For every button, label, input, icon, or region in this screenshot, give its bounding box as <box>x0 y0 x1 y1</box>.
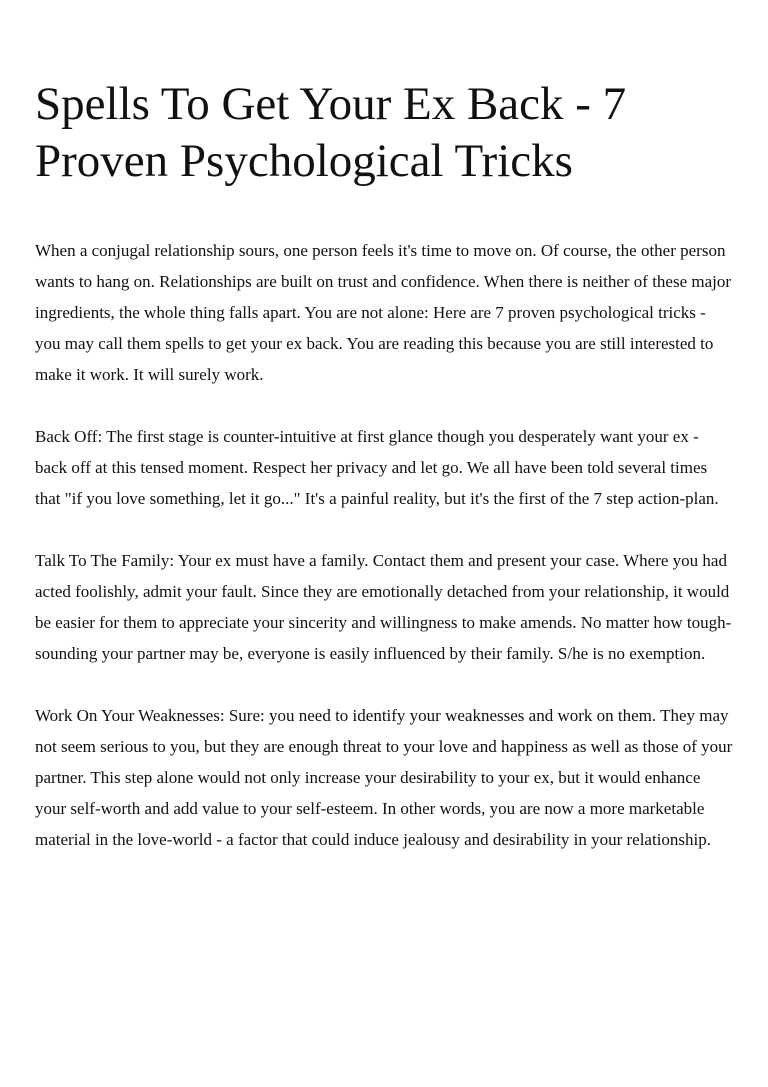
paragraph-intro: When a conjugal relationship sours, one person feels it's time to move on. Of course, the other person wants to hang on. Relationships are built on trust and confidence. When there is neither of these major ingredients, the whole thing falls apart. You are not alone: Here are 7 proven psychological tricks - you may call them spells to get your ex back. You are reading this because you are still interested to make it work. It will surely work. <box>35 241 732 384</box>
document-page <box>35 0 735 855</box>
document-title: Spells To Get Your Ex Back - 7 Proven Psychological Tricks <box>35 78 627 187</box>
paragraph-back-off: Back Off: The first stage is counter-intuitive at first glance though you desperately want your ex - back off at this tensed moment. Respect her privacy and let go. We all have been told several times that "if you love something, let it go..." It's a painful reality, but it's the first of the 7 step action-plan. <box>35 427 719 508</box>
paragraph-work-on-weaknesses: Work On Your Weaknesses: Sure: you need to identify your weaknesses and work on them. They may not seem serious to you, but they are enough threat to your love and happiness as well as those of your partner. This step alone would not only increase your desirability to your ex, but it would enhance your self-worth and add value to your self-esteem. In other words, you are now a more marketable material in the love-world - a factor that could induce jealousy and desirability in your relationship. <box>35 706 733 849</box>
paragraph-talk-to-family: Talk To The Family: Your ex must have a family. Contact them and present your case. Where you had acted foolishly, admit your fault. Since they are emotionally detached from your relationship, it would be easier for them to appreciate your sincerity and willingness to make amends. No matter how tough-sounding your partner may be, everyone is easily influenced by their family. S/he is no exemption. <box>35 551 732 663</box>
